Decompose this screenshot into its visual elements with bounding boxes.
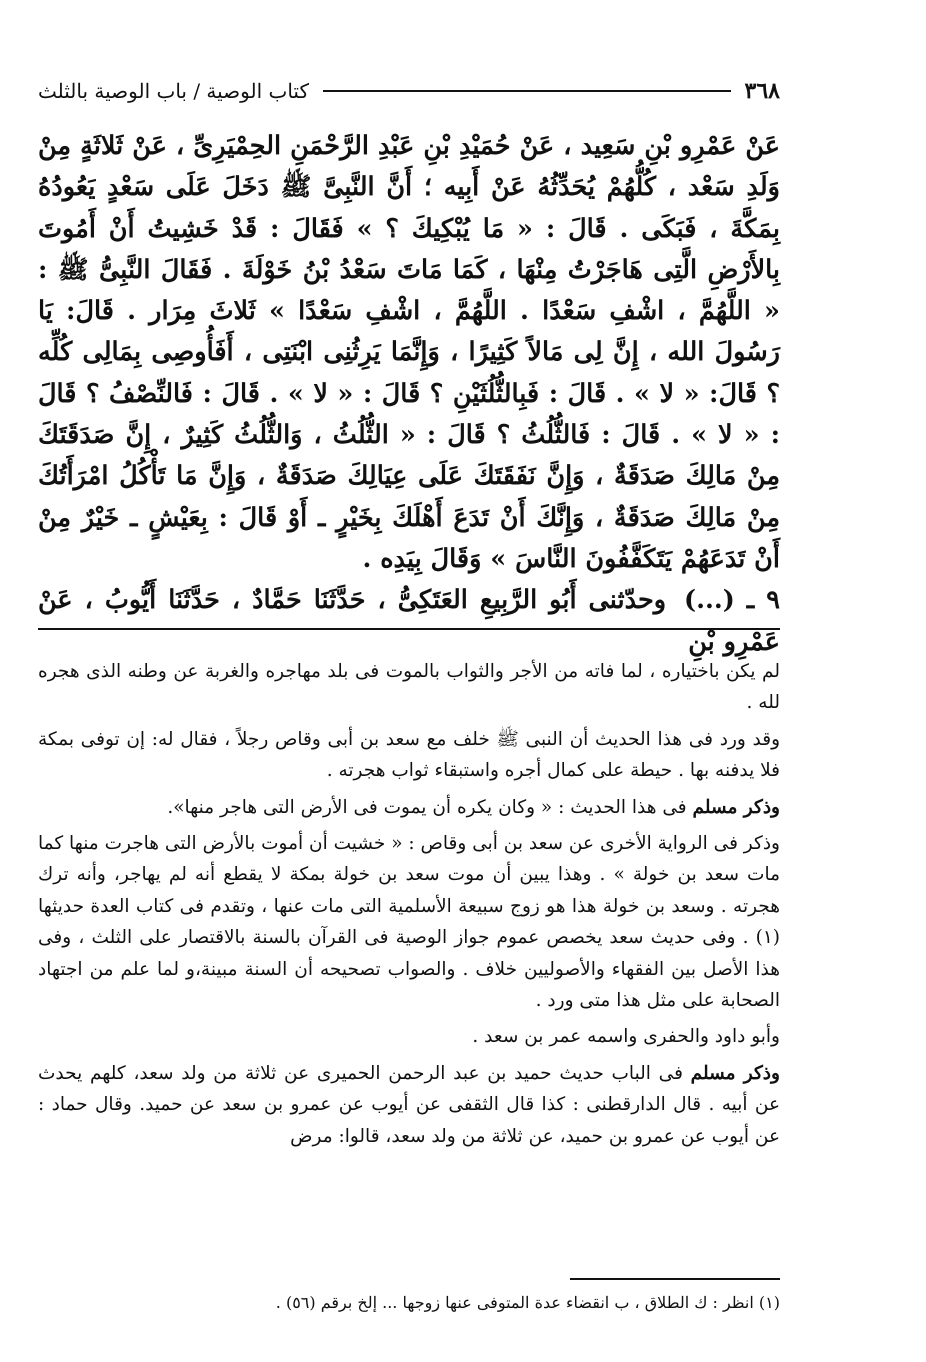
footnote-reference[interactable]: (١) bbox=[755, 927, 780, 949]
commentary-paragraph: وأبو داود والحفرى واسمه عمر بن سعد . bbox=[472, 1026, 780, 1048]
page-header bbox=[38, 74, 780, 108]
commentary-paragraph bbox=[38, 792, 780, 823]
page-number: ٣٦٨ bbox=[744, 78, 780, 104]
commentary-lead: وذكر مسلم bbox=[690, 1062, 780, 1084]
commentary-text: فى الباب حديث حميد بن عبد الرحمن الحميرى عن ثلاثة من ولد سعد، كلهم يحدث عن أبيه . قال الدارقطنى : كذا قال الثقفى عن أيوب عن عمرو بن سعد عن حميد. وقال حماد : عن أيوب عن عمرو بن حميد، عن ثلاثة من ولد سعد، قالوا: مرض bbox=[38, 1062, 780, 1147]
next-hadith bbox=[38, 580, 780, 663]
hadith-number: ٩ ـ (...) bbox=[684, 585, 780, 616]
commentary-paragraph bbox=[38, 828, 780, 1016]
footnote: (١) انظر : ك الطلاق ، ب انقضاء عدة المتوفى عنها زوجها ... إلخ برقم (٥٦) . bbox=[275, 1293, 780, 1312]
commentary bbox=[38, 656, 780, 1152]
commentary-lead: وذكر مسلم bbox=[692, 796, 780, 818]
footnote-rule bbox=[570, 1278, 780, 1280]
header-rule bbox=[323, 90, 731, 92]
commentary-text: فى هذا الحديث : « وكان يكره أن يموت فى الأرض التى هاجر منها». bbox=[167, 796, 687, 818]
commentary-paragraph: وقد ورد فى هذا الحديث أن النبى ﷺ خلف مع سعد بن أبى وقاص رجلاً ، فقال له: إن توفى بمكة فلا يدفنه بها . حيطة على كمال أجره واستبقاء ثواب هجرته . bbox=[38, 728, 780, 782]
commentary-paragraph: لم يكن باختياره ، لما فاته من الأجر والثواب بالموت فى بلد مهاجره والغربة عن وطنه الذى هجره لله . bbox=[38, 661, 780, 714]
commentary-paragraph bbox=[38, 1058, 780, 1152]
hadith-text bbox=[38, 126, 780, 663]
text-divider bbox=[38, 628, 780, 630]
next-hadith-text: وحدّثنى أَبُو الرَّبِيعِ العَتَكِىُّ ، حَدَّثَنَا حَمَّادٌ ، حَدَّثَنَا أَيُّوبُ ، عَنْ عَمْرِو بْنِ bbox=[38, 585, 780, 657]
hadith-paragraph: عَنْ عَمْرِو بْنِ سَعِيد ، عَنْ حُمَيْدِ بْنِ عَبْدِ الرَّحْمَنِ الحِمْيَرِىِّ ، عَنْ ثَلاثَةٍ مِنْ وَلَدِ سَعْد ، كُلُّهُمْ يُحَدِّثُهُ عَنْ أَبِيه ؛ أَنَّ النَّبِىَّ ﷺ دَخَلَ عَلَى سَعْدٍ يَعُودُهُ بِمَكَّةَ ، فَبَكَى . قَالَ : « مَا يُبْكِيكَ ؟ » فَقَالَ : قَدْ خَشِيتُ أَنْ أَمُوتَ بِالأَرْضِ الَّتِى هَاجَرْتُ مِنْهَا ، كَمَا مَاتَ سَعْدُ بْنُ خَوْلَةَ . فَقَالَ النَّبِىُّ ﷺ : « اللَّهُمَّ ، اشْفِ سَعْدًا . اللَّهُمَّ ، اشْفِ سَعْدًا » ثَلاثَ مِرَار . قَالَ: يَا رَسُولَ الله ، إِنَّ لِى مَالاً كَثِيرًا ، وَإِنَّمَا يَرِثُنِى ابْنَتِى ، أَفَأُوصِى بِمَالِى كُلِّه ؟ قَالَ: « لا » . قَالَ : فَبِالثُّلُثَيْنِ ؟ قَالَ : « لا » . قَالَ : فَالنِّصْفُ ؟ قَالَ : « لا » . قَالَ : فَالثُّلُثُ ؟ قَالَ : « الثُّلُثُ ، وَالثُّلُثُ كَثِيرٌ ، إِنَّ صَدَقَتَكَ مِنْ مَالِكَ صَدَقَةٌ ، وَإِنَّ نَفَقَتَكَ عَلَى عِيَالِكَ صَدَقَةٌ ، وَإِنَّ مَا تَأْكُلُ امْرَأَتُكَ مِنْ مَالِكَ صَدَقَةٌ ، وَإِنَّكَ أَنْ تَدَعَ أَهْلَكَ بِخَيْرٍ ـ أَوْ قَالَ : بِعَيْشٍ ـ خَيْرٌ مِنْ أَنْ تَدَعَهُمْ يَتَكَفَّفُونَ النَّاسَ » وَقَالَ بِيَدِه . bbox=[38, 131, 780, 574]
commentary-text: . وفى حديث سعد يخصص عموم جواز الوصية فى القرآن بالسنة بالاقتصار على الثلث ، وفى هذا الأصل بين الفقهاء والأصوليين خلاف . والصواب تصحيحه أن السنة مبينة،و لما علم من اجتهاد الصحابة على مثل هذا متى ورد . bbox=[38, 927, 780, 1012]
running-title: كتاب الوصية / باب الوصية بالثلث bbox=[38, 79, 309, 103]
commentary-text: وذكر فى الرواية الأخرى عن سعد بن أبى وقاص : « خشيت أن أموت بالأرض التى هاجرت منها كما مات سعد بن خولة » . وهذا يبين أن موت سعد بن خولة بمكة لا يقطع أنه لم يهاجر، وأنه ترك هجرته . وسعد بن خولة هذا هو زوج سبيعة الأسلمية التى مات عنها ، وتقدم فى كتاب العدة حديثها bbox=[38, 833, 780, 917]
document-page bbox=[38, 60, 780, 1350]
